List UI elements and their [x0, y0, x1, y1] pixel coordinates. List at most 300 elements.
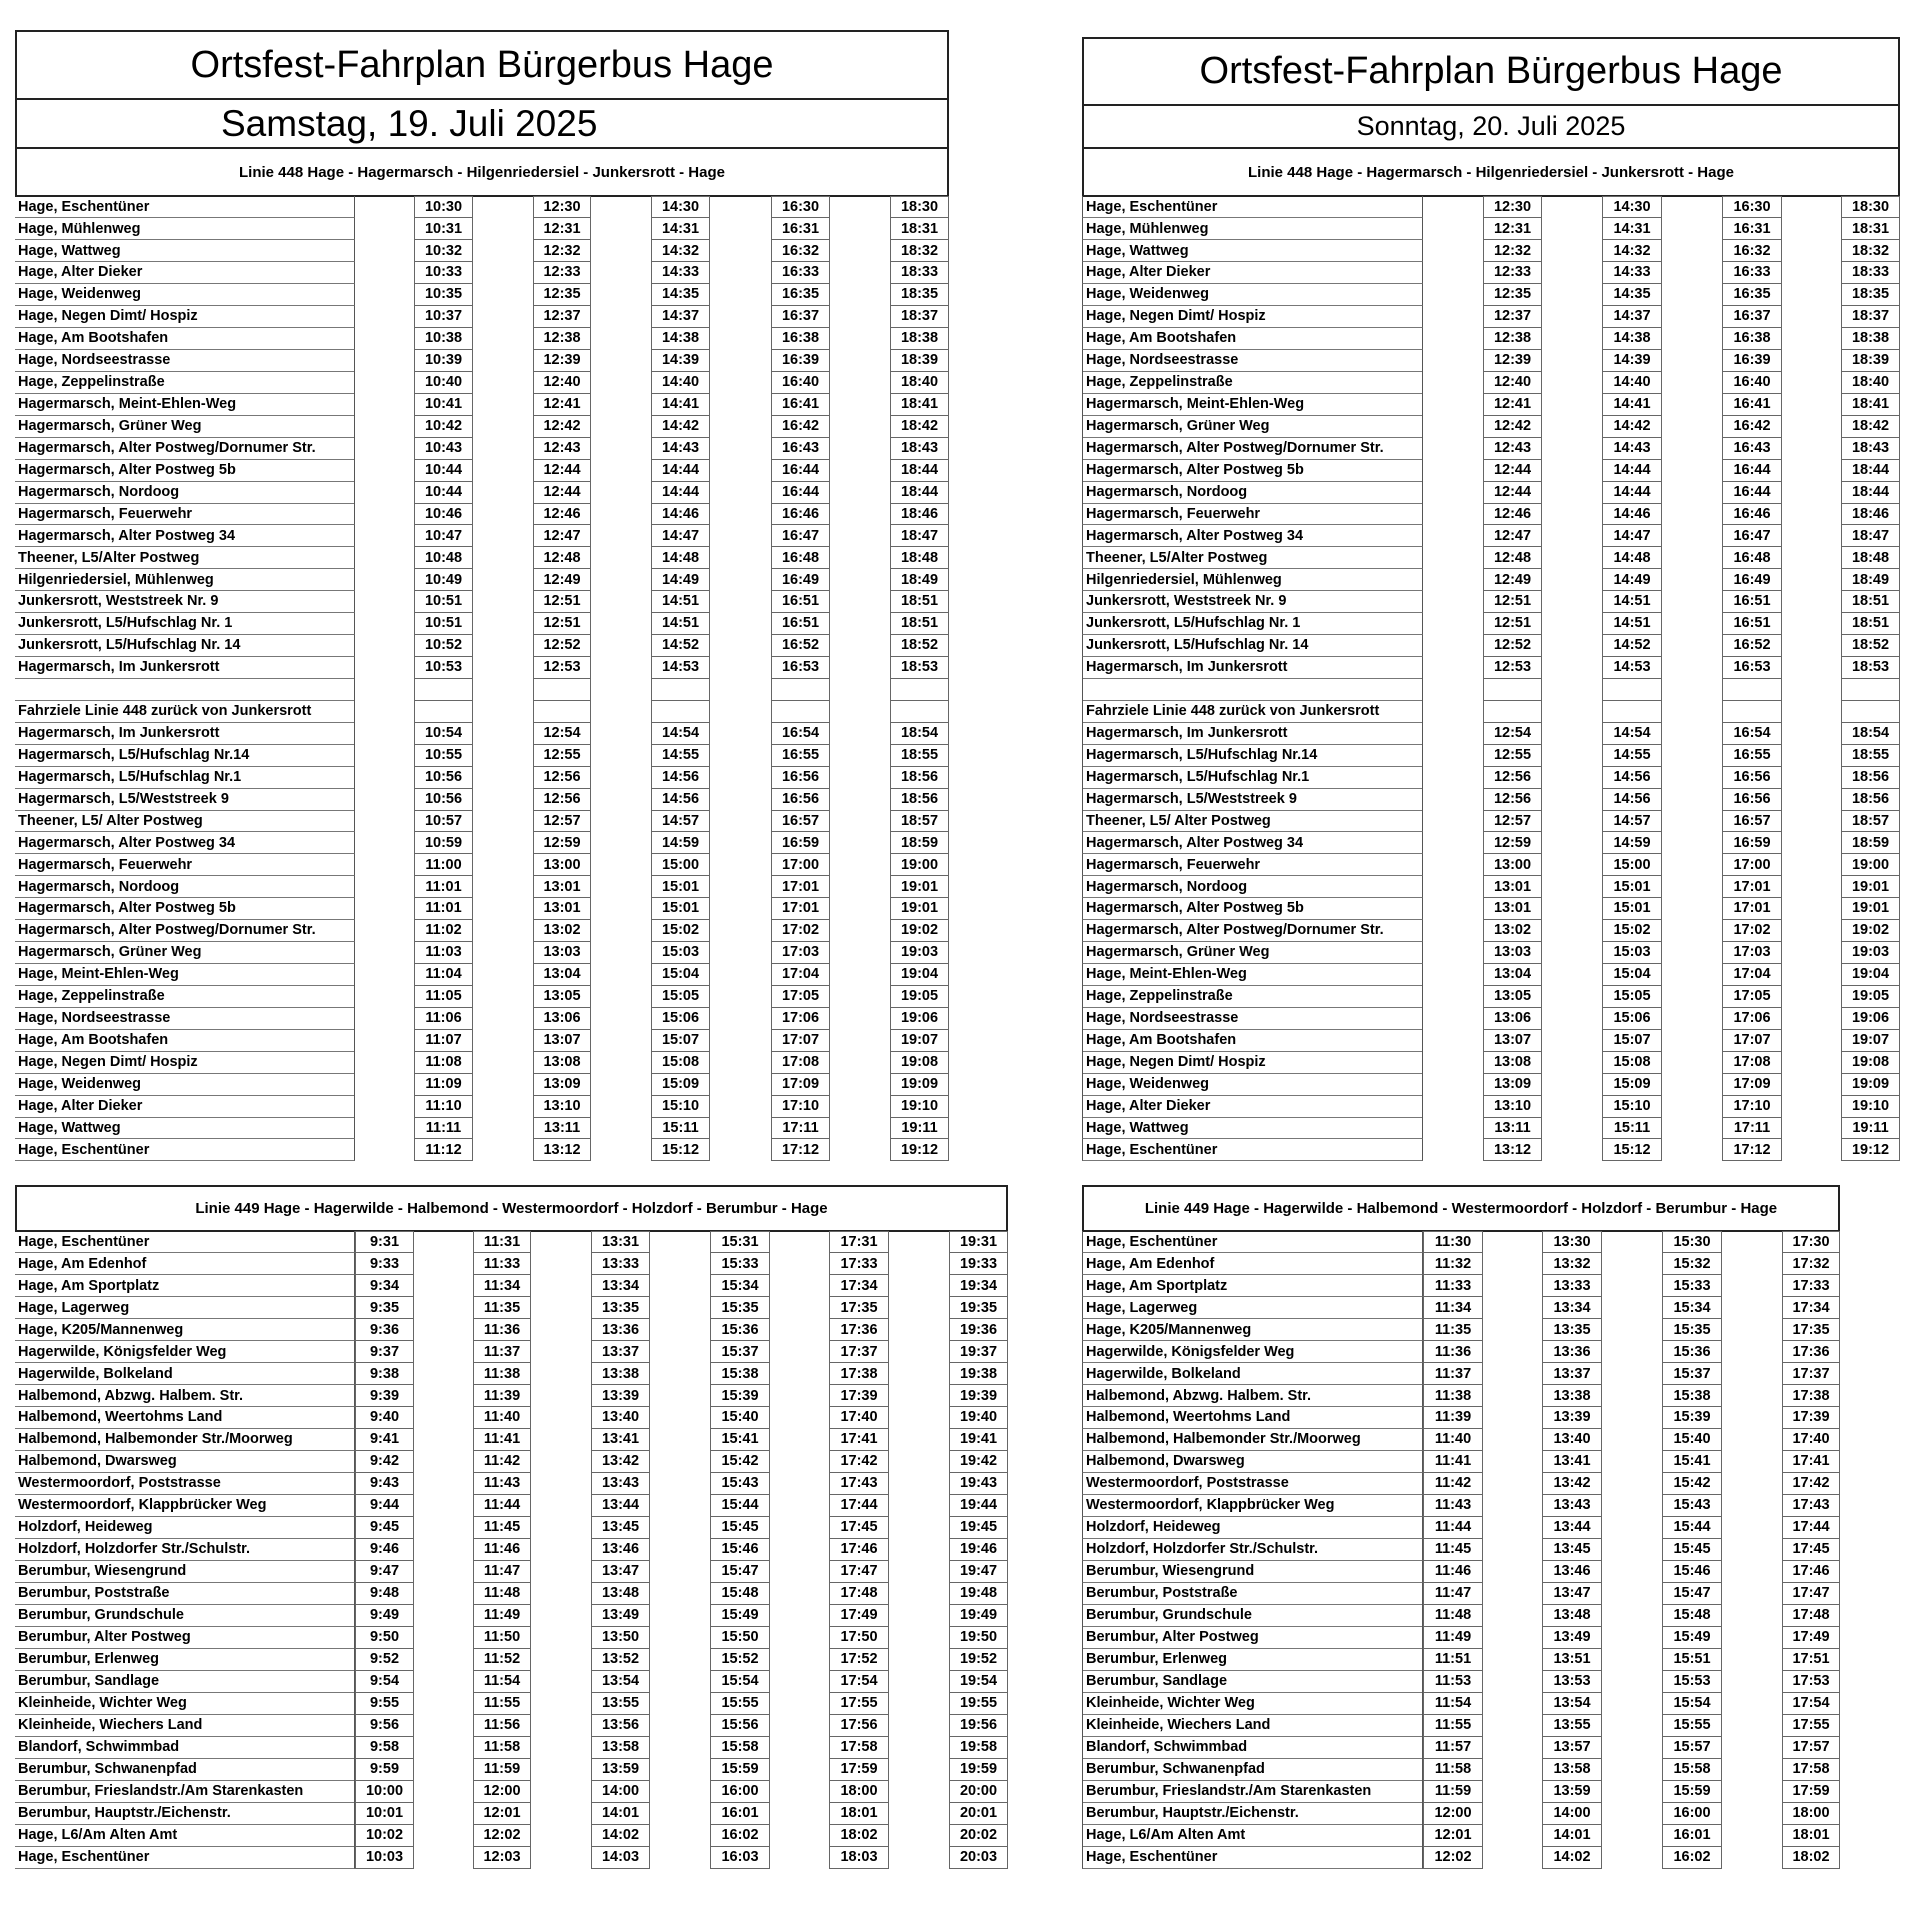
- departure-time: 13:34: [1542, 1297, 1602, 1319]
- stop-name: Hagermarsch, Feuerwehr: [1082, 854, 1423, 876]
- departure-time: [890, 678, 949, 700]
- departure-time: 15:46: [1662, 1561, 1722, 1583]
- stop-name: Hagermarsch, Alter Postweg 5b: [15, 898, 355, 920]
- stop-name: Hage, Nordseestrasse: [15, 350, 355, 372]
- departure-time: 14:51: [651, 591, 710, 613]
- departure-time: 16:31: [771, 218, 830, 240]
- departure-time: 15:35: [1662, 1319, 1722, 1341]
- departure-time: 18:01: [829, 1802, 889, 1824]
- departure-time: 18:56: [890, 788, 949, 810]
- departure-time: 18:39: [1841, 350, 1900, 372]
- stop-name: Holzdorf, Holzdorfer Str./Schulstr.: [15, 1539, 355, 1561]
- departure-time: 17:47: [1782, 1583, 1840, 1605]
- departure-time: 12:46: [533, 503, 591, 525]
- departure-time: 17:10: [771, 1095, 830, 1117]
- departure-time: 12:56: [533, 766, 591, 788]
- departure-time: 18:35: [890, 284, 949, 306]
- departure-time: 14:37: [1602, 306, 1662, 328]
- departure-time: 19:00: [1841, 854, 1900, 876]
- departure-time: 17:10: [1722, 1095, 1782, 1117]
- departure-time: 14:01: [591, 1802, 650, 1824]
- stop-name: Hilgenriedersiel, Mühlenweg: [1082, 569, 1423, 591]
- stop-name: Hage, Am Edenhof: [1082, 1253, 1423, 1275]
- departure-time: 14:56: [651, 788, 710, 810]
- departure-time: 16:03: [710, 1846, 770, 1868]
- saturday-date: Samstag, 19. Juli 2025: [15, 98, 949, 149]
- stop-name: Hage, Eschentüner: [15, 1139, 355, 1161]
- stop-name: Berumbur, Erlenweg: [1082, 1648, 1423, 1670]
- departure-time: 17:09: [771, 1073, 830, 1095]
- departure-time: 17:12: [771, 1139, 830, 1161]
- departure-time: 15:42: [710, 1451, 770, 1473]
- departure-time: 15:10: [1602, 1095, 1662, 1117]
- departure-time: 12:43: [533, 437, 591, 459]
- departure-time: 12:02: [1423, 1846, 1483, 1868]
- departure-time: 12:42: [533, 415, 591, 437]
- departure-time: 13:52: [591, 1648, 650, 1670]
- departure-time: 14:44: [1602, 459, 1662, 481]
- departure-time: 19:55: [949, 1692, 1008, 1714]
- stop-name: Hage, Weidenweg: [15, 1073, 355, 1095]
- stop-name: Hage, Am Bootshafen: [1082, 328, 1423, 350]
- departure-time: 15:41: [1662, 1451, 1722, 1473]
- departure-time: 15:53: [1662, 1670, 1722, 1692]
- departure-time: 13:54: [1542, 1692, 1602, 1714]
- departure-time: 14:57: [1602, 810, 1662, 832]
- departure-time: 12:33: [1483, 262, 1542, 284]
- departure-time: 15:07: [651, 1029, 710, 1051]
- departure-time: 14:39: [1602, 350, 1662, 372]
- departure-time: 9:33: [355, 1253, 414, 1275]
- stop-name: Hage, Negen Dimt/ Hospiz: [15, 1051, 355, 1073]
- stop-name: Holzdorf, Heideweg: [1082, 1517, 1423, 1539]
- departure-time: 13:38: [591, 1363, 650, 1385]
- stop-name: Hagermarsch, L5/Hufschlag Nr.1: [1082, 766, 1423, 788]
- departure-time: 13:03: [533, 942, 591, 964]
- stop-name: Hagermarsch, Alter Postweg 34: [1082, 832, 1423, 854]
- departure-time: 17:11: [771, 1117, 830, 1139]
- departure-time: 14:32: [651, 240, 710, 262]
- departure-time: 18:55: [890, 744, 949, 766]
- departure-time: 17:01: [1722, 876, 1782, 898]
- departure-time: 13:37: [1542, 1363, 1602, 1385]
- departure-time: 9:40: [355, 1407, 414, 1429]
- departure-time: 16:00: [1662, 1802, 1722, 1824]
- departure-time: 10:49: [414, 569, 473, 591]
- departure-time: 16:43: [771, 437, 830, 459]
- departure-time: 15:34: [1662, 1297, 1722, 1319]
- stop-name: Westermoordorf, Poststrasse: [15, 1473, 355, 1495]
- stop-name: Kleinheide, Wichter Weg: [15, 1692, 355, 1714]
- departure-time: 12:43: [1483, 437, 1542, 459]
- departure-time: 12:52: [1483, 635, 1542, 657]
- stop-name: Hage, Meint-Ehlen-Weg: [15, 964, 355, 986]
- departure-time: 11:39: [1423, 1407, 1483, 1429]
- departure-time: 17:12: [1722, 1139, 1782, 1161]
- departure-time: 14:56: [1602, 766, 1662, 788]
- stop-name: Berumbur, Erlenweg: [15, 1648, 355, 1670]
- stop-name: Hagerwilde, Bolkeland: [15, 1363, 355, 1385]
- departure-time: 17:06: [771, 1007, 830, 1029]
- stop-name: Halbemond, Dwarsweg: [1082, 1451, 1423, 1473]
- departure-time: 11:02: [414, 920, 473, 942]
- departure-time: 18:59: [890, 832, 949, 854]
- stop-name: Hage, Meint-Ehlen-Weg: [1082, 964, 1423, 986]
- stop-name: Hage, Negen Dimt/ Hospiz: [1082, 1051, 1423, 1073]
- departure-time: 13:08: [1483, 1051, 1542, 1073]
- stop-name: Halbemond, Dwarsweg: [15, 1451, 355, 1473]
- sunday-line449-heading: Linie 449 Hage - Hagerwilde - Halbemond - Westermoordorf - Holzdorf - Berumbur - Hage: [1082, 1185, 1840, 1232]
- departure-time: 18:38: [1841, 328, 1900, 350]
- departure-time: 15:58: [1662, 1758, 1722, 1780]
- departure-time: 12:31: [533, 218, 591, 240]
- departure-time: 16:47: [771, 525, 830, 547]
- departure-time: 15:58: [710, 1736, 770, 1758]
- departure-time: 11:10: [414, 1095, 473, 1117]
- departure-time: 13:43: [1542, 1495, 1602, 1517]
- departure-time: 11:30: [1423, 1231, 1483, 1253]
- departure-time: 17:49: [1782, 1626, 1840, 1648]
- departure-time: 15:59: [710, 1758, 770, 1780]
- departure-time: 9:38: [355, 1363, 414, 1385]
- departure-time: [1841, 678, 1900, 700]
- departure-time: 17:03: [771, 942, 830, 964]
- departure-time: 13:33: [1542, 1275, 1602, 1297]
- departure-time: 12:38: [533, 328, 591, 350]
- departure-time: 14:00: [1542, 1802, 1602, 1824]
- departure-time: 15:33: [710, 1253, 770, 1275]
- departure-time: 16:35: [771, 284, 830, 306]
- departure-time: 19:41: [949, 1429, 1008, 1451]
- stop-name: Hage, Eschentüner: [15, 196, 355, 218]
- departure-time: 10:56: [414, 766, 473, 788]
- departure-time: 19:00: [890, 854, 949, 876]
- departure-time: 18:02: [829, 1824, 889, 1846]
- departure-time: 19:37: [949, 1341, 1008, 1363]
- departure-time: 16:56: [1722, 788, 1782, 810]
- stop-name: Kleinheide, Wiechers Land: [1082, 1714, 1423, 1736]
- departure-time: 11:43: [473, 1473, 531, 1495]
- return-section-label: Fahrziele Linie 448 zurück von Junkersrott: [15, 700, 355, 722]
- departure-time: 20:00: [949, 1780, 1008, 1802]
- departure-time: 20:03: [949, 1846, 1008, 1868]
- departure-time: 12:51: [533, 591, 591, 613]
- departure-time: 11:45: [473, 1517, 531, 1539]
- departure-time: 13:05: [1483, 985, 1542, 1007]
- stop-name: [15, 678, 355, 700]
- departure-time: 12:03: [473, 1846, 531, 1868]
- departure-time: 18:56: [1841, 766, 1900, 788]
- departure-time: 14:53: [651, 657, 710, 679]
- departure-time: 19:10: [1841, 1095, 1900, 1117]
- departure-time: 17:33: [1782, 1275, 1840, 1297]
- departure-time: 15:49: [1662, 1626, 1722, 1648]
- departure-time: 9:55: [355, 1692, 414, 1714]
- departure-time: [1483, 700, 1542, 722]
- stop-name: Berumbur, Wiesengrund: [1082, 1561, 1423, 1583]
- departure-time: 16:37: [1722, 306, 1782, 328]
- departure-time: [771, 700, 830, 722]
- departure-time: 12:01: [473, 1802, 531, 1824]
- departure-time: 19:45: [949, 1517, 1008, 1539]
- departure-time: [651, 678, 710, 700]
- departure-time: 14:30: [651, 196, 710, 218]
- stop-name: Kleinheide, Wiechers Land: [15, 1714, 355, 1736]
- return-section-label: Fahrziele Linie 448 zurück von Junkersrott: [1082, 700, 1423, 722]
- stop-name: Berumbur, Alter Postweg: [1082, 1626, 1423, 1648]
- departure-time: 15:31: [710, 1231, 770, 1253]
- departure-time: 17:43: [829, 1473, 889, 1495]
- departure-time: 18:53: [1841, 657, 1900, 679]
- departure-time: 17:54: [829, 1670, 889, 1692]
- stop-name: Berumbur, Frieslandstr./Am Starenkasten: [15, 1780, 355, 1802]
- departure-time: 10:47: [414, 525, 473, 547]
- departure-time: 16:54: [1722, 722, 1782, 744]
- stop-name: Hage, Nordseestrasse: [1082, 1007, 1423, 1029]
- departure-time: 9:35: [355, 1297, 414, 1319]
- departure-time: 12:59: [1483, 832, 1542, 854]
- departure-time: 11:53: [1423, 1670, 1483, 1692]
- departure-time: 18:54: [1841, 722, 1900, 744]
- departure-time: 12:01: [1423, 1824, 1483, 1846]
- departure-time: 18:32: [890, 240, 949, 262]
- departure-time: 11:33: [473, 1253, 531, 1275]
- departure-time: 11:00: [414, 854, 473, 876]
- departure-time: 17:03: [1722, 942, 1782, 964]
- departure-time: [414, 700, 473, 722]
- departure-time: 15:43: [710, 1473, 770, 1495]
- departure-time: 16:46: [771, 503, 830, 525]
- departure-time: 14:41: [1602, 393, 1662, 415]
- saturday-title: Ortsfest-Fahrplan Bürgerbus Hage: [15, 30, 949, 100]
- departure-time: 14:53: [1602, 657, 1662, 679]
- departure-time: 13:43: [591, 1473, 650, 1495]
- stop-name: Hage, Am Bootshafen: [15, 1029, 355, 1051]
- departure-time: 15:05: [1602, 985, 1662, 1007]
- stop-name: Hage, L6/Am Alten Amt: [15, 1824, 355, 1846]
- departure-time: 11:48: [1423, 1604, 1483, 1626]
- stop-name: Junkersrott, L5/Hufschlag Nr. 14: [1082, 635, 1423, 657]
- stop-name: Hagermarsch, Nordoog: [15, 481, 355, 503]
- stop-name: Berumbur, Poststraße: [15, 1583, 355, 1605]
- stop-name: Junkersrott, Weststreek Nr. 9: [1082, 591, 1423, 613]
- departure-time: 18:47: [1841, 525, 1900, 547]
- departure-time: 14:46: [1602, 503, 1662, 525]
- departure-time: 18:51: [890, 591, 949, 613]
- departure-time: 18:52: [1841, 635, 1900, 657]
- departure-time: 13:47: [1542, 1583, 1602, 1605]
- stop-name: Westermoordorf, Klappbrücker Weg: [1082, 1495, 1423, 1517]
- departure-time: 10:43: [414, 437, 473, 459]
- departure-time: 15:04: [1602, 964, 1662, 986]
- departure-time: 11:59: [473, 1758, 531, 1780]
- departure-time: 15:08: [651, 1051, 710, 1073]
- departure-time: 14:43: [1602, 437, 1662, 459]
- stop-name: Hagermarsch, Grüner Weg: [1082, 942, 1423, 964]
- departure-time: 15:01: [1602, 898, 1662, 920]
- departure-time: 14:33: [651, 262, 710, 284]
- departure-time: 11:35: [473, 1297, 531, 1319]
- departure-time: 17:07: [1722, 1029, 1782, 1051]
- departure-time: 16:51: [1722, 591, 1782, 613]
- departure-time: [533, 700, 591, 722]
- departure-time: 17:52: [829, 1648, 889, 1670]
- departure-time: 16:53: [1722, 657, 1782, 679]
- departure-time: 14:32: [1602, 240, 1662, 262]
- departure-time: 16:35: [1722, 284, 1782, 306]
- departure-time: 16:56: [771, 766, 830, 788]
- departure-time: 11:09: [414, 1073, 473, 1095]
- departure-time: 14:31: [651, 218, 710, 240]
- departure-time: 12:46: [1483, 503, 1542, 525]
- departure-time: 19:49: [949, 1604, 1008, 1626]
- departure-time: 11:31: [473, 1231, 531, 1253]
- departure-time: 14:44: [1602, 481, 1662, 503]
- departure-time: 14:47: [651, 525, 710, 547]
- departure-time: 18:40: [1841, 371, 1900, 393]
- departure-time: 17:06: [1722, 1007, 1782, 1029]
- departure-time: 10:35: [414, 284, 473, 306]
- departure-time: 14:38: [651, 328, 710, 350]
- stop-name: Hagermarsch, Feuerwehr: [15, 503, 355, 525]
- departure-time: 17:40: [1782, 1429, 1840, 1451]
- departure-time: 17:04: [771, 964, 830, 986]
- departure-time: 9:42: [355, 1451, 414, 1473]
- stop-name: Berumbur, Sandlage: [1082, 1670, 1423, 1692]
- departure-time: 11:01: [414, 876, 473, 898]
- stop-name: Holzdorf, Heideweg: [15, 1517, 355, 1539]
- departure-time: 16:51: [1722, 613, 1782, 635]
- departure-time: 15:39: [710, 1385, 770, 1407]
- departure-time: 13:39: [1542, 1407, 1602, 1429]
- departure-time: [414, 678, 473, 700]
- stop-name: Hage, Eschentüner: [15, 1846, 355, 1868]
- departure-time: 10:57: [414, 810, 473, 832]
- departure-time: 14:02: [591, 1824, 650, 1846]
- departure-time: 9:36: [355, 1319, 414, 1341]
- departure-time: 16:39: [1722, 350, 1782, 372]
- departure-time: 11:34: [473, 1275, 531, 1297]
- stop-name: Hage, Zeppelinstraße: [15, 985, 355, 1007]
- departure-time: 17:01: [771, 876, 830, 898]
- departure-time: 15:06: [651, 1007, 710, 1029]
- departure-time: 18:44: [890, 459, 949, 481]
- departure-time: 13:58: [1542, 1758, 1602, 1780]
- departure-time: 10:54: [414, 722, 473, 744]
- departure-time: 11:12: [414, 1139, 473, 1161]
- departure-time: 17:35: [1782, 1319, 1840, 1341]
- stop-name: Hage, K205/Mannenweg: [1082, 1319, 1423, 1341]
- stop-name: Hagermarsch, Im Junkersrott: [1082, 657, 1423, 679]
- departure-time: 15:38: [710, 1363, 770, 1385]
- departure-time: 13:06: [533, 1007, 591, 1029]
- departure-time: 18:53: [890, 657, 949, 679]
- departure-time: 14:51: [1602, 613, 1662, 635]
- departure-time: 16:44: [771, 459, 830, 481]
- departure-time: 19:36: [949, 1319, 1008, 1341]
- departure-time: 9:58: [355, 1736, 414, 1758]
- departure-time: 12:55: [1483, 744, 1542, 766]
- departure-time: 17:01: [1722, 898, 1782, 920]
- stop-name: Berumbur, Grundschule: [1082, 1604, 1423, 1626]
- departure-time: 13:12: [533, 1139, 591, 1161]
- departure-time: 14:40: [651, 371, 710, 393]
- departure-time: 14:51: [651, 613, 710, 635]
- departure-time: 12:38: [1483, 328, 1542, 350]
- departure-time: 15:48: [710, 1583, 770, 1605]
- departure-time: 13:02: [1483, 920, 1542, 942]
- departure-time: 13:45: [1542, 1539, 1602, 1561]
- departure-time: 16:01: [710, 1802, 770, 1824]
- departure-time: 16:55: [1722, 744, 1782, 766]
- departure-time: 13:50: [591, 1626, 650, 1648]
- departure-time: 17:41: [1782, 1451, 1840, 1473]
- departure-time: 10:37: [414, 306, 473, 328]
- departure-time: 18:46: [1841, 503, 1900, 525]
- stop-name: Hage, Zeppelinstraße: [1082, 371, 1423, 393]
- departure-time: 13:35: [591, 1297, 650, 1319]
- departure-time: 19:07: [1841, 1029, 1900, 1051]
- stop-name: Hagermarsch, Im Junkersrott: [15, 722, 355, 744]
- departure-time: 16:49: [1722, 569, 1782, 591]
- departure-time: 13:40: [591, 1407, 650, 1429]
- stop-name: Berumbur, Hauptstr./Eichenstr.: [15, 1802, 355, 1824]
- departure-time: 17:01: [771, 898, 830, 920]
- departure-time: 12:54: [533, 722, 591, 744]
- departure-time: 17:49: [829, 1604, 889, 1626]
- departure-time: 13:51: [1542, 1648, 1602, 1670]
- departure-time: 18:33: [1841, 262, 1900, 284]
- departure-time: 11:42: [1423, 1473, 1483, 1495]
- stop-name: Hage, Nordseestrasse: [1082, 350, 1423, 372]
- departure-time: 16:32: [1722, 240, 1782, 262]
- departure-time: 9:47: [355, 1561, 414, 1583]
- departure-time: 17:39: [1782, 1407, 1840, 1429]
- stop-name: Hage, Eschentüner: [15, 1231, 355, 1253]
- departure-time: 11:57: [1423, 1736, 1483, 1758]
- departure-time: 10:48: [414, 547, 473, 569]
- stop-name: Junkersrott, L5/Hufschlag Nr. 1: [15, 613, 355, 635]
- departure-time: 15:47: [710, 1561, 770, 1583]
- departure-time: 19:56: [949, 1714, 1008, 1736]
- departure-time: 13:49: [1542, 1626, 1602, 1648]
- departure-time: 12:57: [533, 810, 591, 832]
- departure-time: 14:41: [651, 393, 710, 415]
- departure-time: 15:01: [1602, 876, 1662, 898]
- stop-name: Hagermarsch, Grüner Weg: [1082, 415, 1423, 437]
- departure-time: 15:06: [1602, 1007, 1662, 1029]
- stop-name: Hagermarsch, Nordoog: [1082, 481, 1423, 503]
- departure-time: 9:48: [355, 1583, 414, 1605]
- departure-time: 11:47: [1423, 1583, 1483, 1605]
- sunday-title: Ortsfest-Fahrplan Bürgerbus Hage: [1082, 37, 1900, 106]
- departure-time: 14:49: [651, 569, 710, 591]
- departure-time: 19:11: [1841, 1117, 1900, 1139]
- departure-time: 12:35: [533, 284, 591, 306]
- departure-time: 13:45: [591, 1517, 650, 1539]
- departure-time: 14:59: [651, 832, 710, 854]
- departure-time: 18:56: [1841, 788, 1900, 810]
- departure-time: 15:42: [1662, 1473, 1722, 1495]
- stop-name: Berumbur, Alter Postweg: [15, 1626, 355, 1648]
- departure-time: 19:10: [890, 1095, 949, 1117]
- departure-time: 16:52: [771, 635, 830, 657]
- departure-time: 15:55: [710, 1692, 770, 1714]
- stop-name: [1082, 678, 1423, 700]
- departure-time: 13:42: [591, 1451, 650, 1473]
- stop-name: Theener, L5/Alter Postweg: [15, 547, 355, 569]
- stop-name: Hagermarsch, Grüner Weg: [15, 942, 355, 964]
